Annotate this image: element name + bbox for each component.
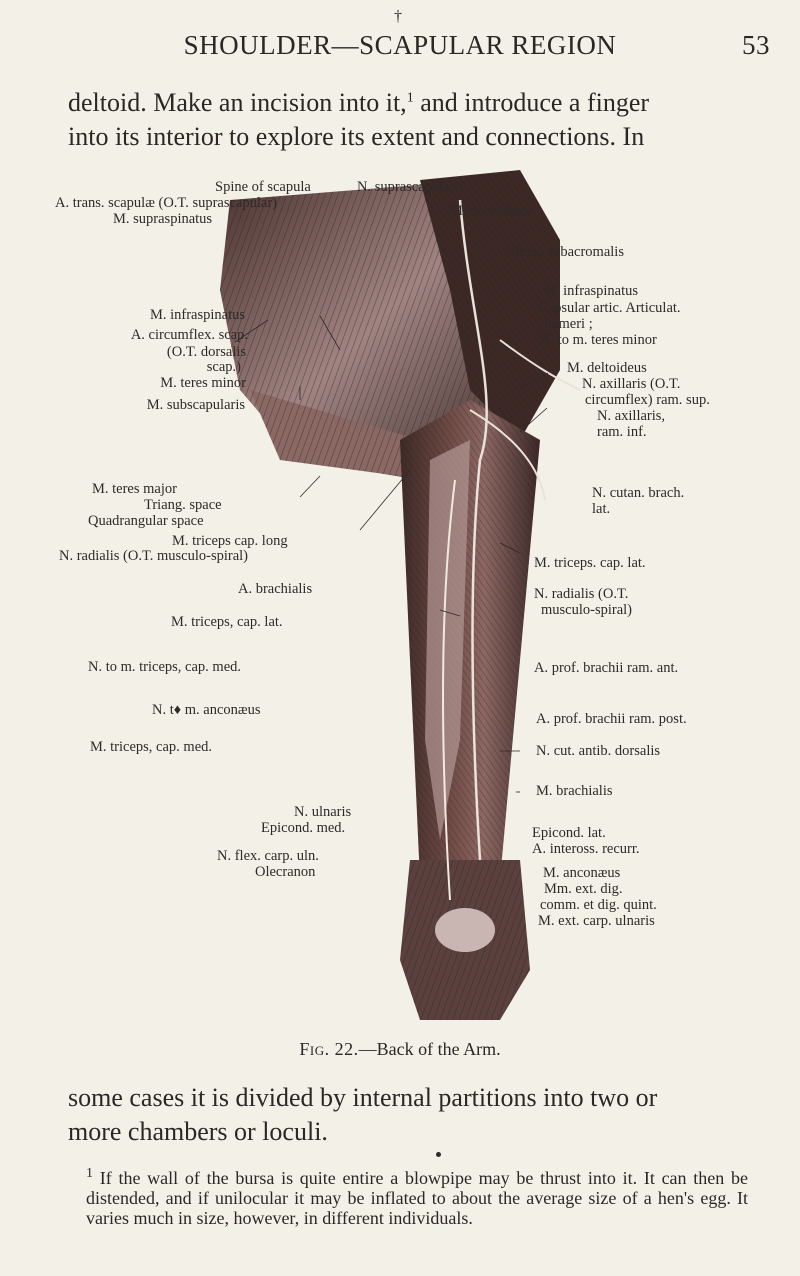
label-m-triceps-cap-lat-right: M. triceps. cap. lat.	[534, 555, 646, 571]
label-ram-inf: ram. inf.	[597, 424, 647, 440]
printer-mark: †	[394, 8, 402, 25]
label-a-prof-brachii-post: A. prof. brachii ram. post.	[536, 711, 687, 727]
label-a-brachialis: A. brachialis	[238, 581, 313, 597]
label-m-supraspinatus: M. supraspinatus	[113, 211, 213, 227]
label-mm-ext-dig: Mm. ext. dig.	[544, 881, 623, 897]
label-n-flex-carp-uln: N. flex. carp. uln.	[217, 848, 319, 864]
label-m-deltoideus-top: M. deltoideus	[450, 203, 530, 219]
label-m-triceps-cap-lat-left: M. triceps, cap. lat.	[171, 614, 283, 630]
footnote-text: If the wall of the bursa is quite entire a blowpipe may be thrust into it. It can then be distended, and if unilocular it may be inflated to about the average size of a hen's egg. It varies much in size, however, in different individuals.	[86, 1168, 748, 1228]
label-a-circumflex-scap: A. circumflex. scap.	[130, 327, 248, 343]
body-text-segment: deltoid. Make an incision into it,	[68, 88, 407, 117]
label-lat: lat.	[592, 501, 611, 517]
arm-illustration	[0, 140, 800, 1040]
body-text-segment: and introduce a finger	[413, 88, 650, 117]
label-quadrangular-space: Quadrangular space	[88, 513, 204, 529]
label-m-ext-carp-ulnaris: M. ext. carp. ulnaris	[538, 913, 655, 929]
body-line: more chambers or loculi.	[68, 1117, 328, 1146]
label-n-radialis-left: N. radialis (O.T. musculo-spiral)	[59, 548, 248, 564]
label-olecranon: Olecranon	[255, 864, 316, 880]
caption-text: —Back of the Arm.	[358, 1039, 501, 1059]
label-epicond-med: Epicond. med.	[261, 820, 346, 836]
label-epicond-lat: Epicond. lat.	[532, 825, 606, 841]
label-capsular-artic: Capsular artic. Articulat.	[538, 300, 681, 316]
label-n-cutan-brach: N. cutan. brach.	[592, 485, 685, 501]
figure-caption	[0, 1039, 800, 1060]
label-a-inteross-recurr: A. inteross. recurr.	[532, 841, 640, 857]
footnote-ref: 1	[406, 90, 414, 106]
label-m-teres-minor-left: M. teres minor	[160, 375, 246, 391]
body-line	[68, 86, 748, 120]
label-n-cut-antib-dorsalis: N. cut. antib. dorsalis	[536, 743, 661, 759]
page-number: 53	[742, 30, 770, 60]
label-n-to-m-anconaeus: N. t♦ m. anconæus	[152, 702, 261, 718]
figure-number: Fig. 22.	[299, 1039, 359, 1059]
label-n-to-m-teres-minor: N. to m. teres minor	[540, 332, 657, 348]
label-triang-space: Triang. space	[144, 497, 222, 513]
label-m-anconaeus: M. anconæus	[543, 865, 621, 881]
label-comm-et-dig-quint: comm. et dig. quint.	[540, 897, 657, 913]
label-ot-dorsalis: (O.T. dorsalis	[166, 344, 246, 360]
label-scap: scap.)	[206, 359, 241, 375]
label-m-infraspinatus-left: M. infraspinatus	[149, 307, 245, 323]
label-n-to-m-triceps-cap-med: N. to m. triceps, cap. med.	[88, 659, 242, 675]
label-humeri: humeri ;	[544, 316, 593, 332]
body-line: some cases it is divided by internal partitions into two or	[68, 1083, 658, 1112]
page-title: SHOULDER—SCAPULAR REGION	[183, 30, 617, 60]
body-line: into its interior to explore its extent and connections. In	[68, 122, 645, 151]
label-n-axillaris: N. axillaris,	[597, 408, 666, 424]
body-text-bottom	[68, 1081, 748, 1149]
section-dot	[436, 1152, 441, 1157]
label-a-prof-brachii-ant: A. prof. brachii ram. ant.	[534, 660, 679, 676]
label-m-triceps-cap-med: M. triceps, cap. med.	[90, 739, 213, 755]
label-spine-of-scapula: Spine of scapula	[215, 179, 311, 195]
label-m-infraspinatus-right: M. infraspinatus	[543, 283, 639, 299]
label-n-axillaris-ot: N. axillaris (O.T.	[582, 376, 681, 392]
label-m-deltoideus-right: M. deltoideus	[567, 360, 647, 376]
label-m-triceps-cap-long: M. triceps cap. long	[172, 533, 288, 549]
footnote	[68, 1168, 748, 1228]
label-a-trans-scapulae: A. trans. scapulæ (O.T. suprascapular)	[55, 195, 277, 211]
label-n-suprascapularis: N. suprascapularis	[357, 179, 465, 195]
anatomy-figure	[0, 140, 800, 1040]
footnote-marker: 1	[86, 1166, 93, 1181]
label-m-brachialis: M. brachialis	[536, 783, 613, 799]
label-m-teres-major: M. teres major	[92, 481, 177, 497]
label-circumflex-ram-sup: circumflex) ram. sup.	[585, 392, 710, 408]
label-bursa-subacromalis: Bursa subacromalis	[510, 244, 624, 260]
label-n-radialis-right: N. radialis (O.T.	[534, 586, 629, 602]
label-musculo-spiral: musculo-spiral)	[541, 602, 633, 618]
running-head	[0, 30, 800, 61]
label-n-ulnaris: N. ulnaris	[294, 804, 352, 820]
label-m-subscapularis: M. subscapularis	[146, 397, 245, 413]
